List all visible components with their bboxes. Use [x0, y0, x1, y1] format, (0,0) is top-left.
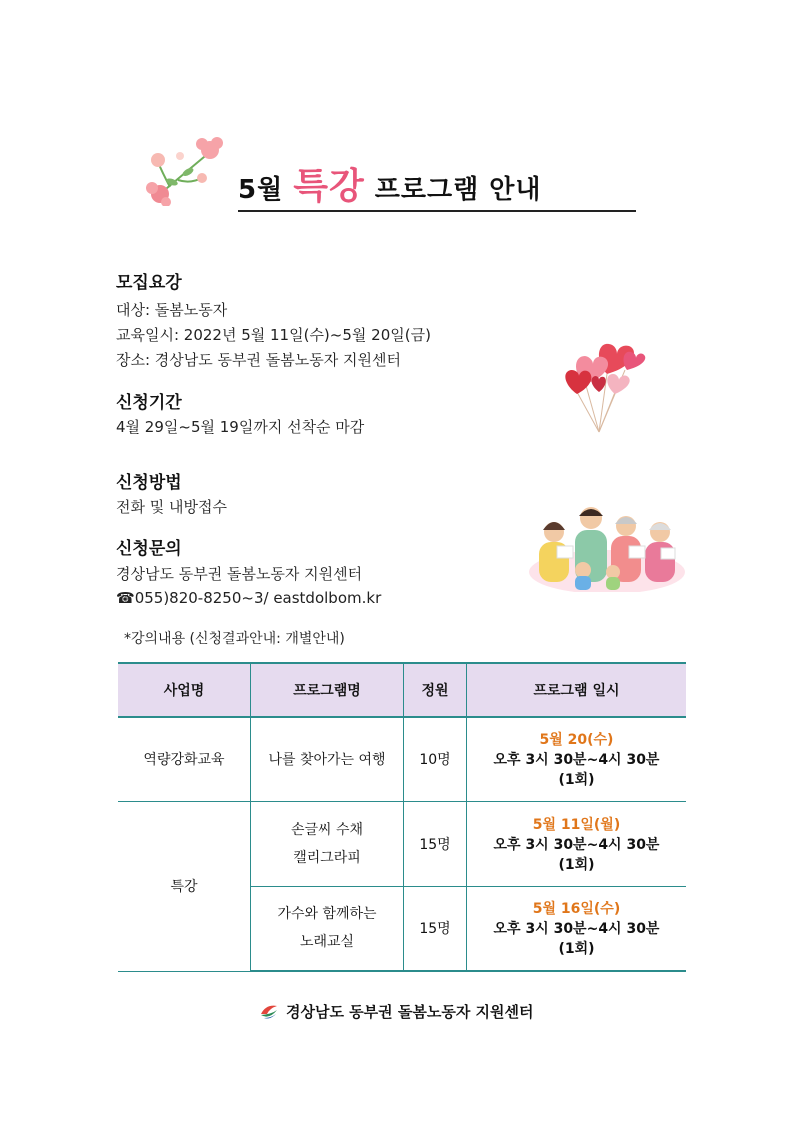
row-time: 오후 3시 30분~4시 30분: [493, 836, 660, 853]
col-header-capacity: 정원: [404, 663, 467, 717]
row-capacity: 15명: [404, 801, 467, 886]
inquiry-phone-line: [116, 589, 381, 607]
inquiry-heading: 신청문의: [116, 539, 182, 559]
recruit-place: 장소: 경상남도 동부권 돌봄노동자 지원센터: [116, 351, 401, 369]
table-row: [118, 801, 686, 886]
row-datetime: [467, 801, 687, 886]
recruit-target: 대상: 돌봄노동자: [116, 301, 228, 319]
center-logo-icon: [258, 1000, 280, 1022]
row-program-line2: 노래교실: [299, 934, 355, 951]
page-title: [238, 158, 636, 214]
row-program: 나를 찾아가는 여행: [251, 717, 404, 801]
title-underline: [238, 210, 636, 212]
period-heading: 신청기간: [116, 393, 182, 413]
carnation-flower-illustration: [140, 132, 230, 206]
row-datetime: [467, 717, 687, 801]
title-prefix: 5월: [238, 175, 284, 205]
inquiry-org: 경상남도 동부권 돌봄노동자 지원센터: [116, 565, 363, 583]
row-category: 특강: [118, 801, 251, 971]
row-capacity: 15명: [404, 886, 467, 971]
footer: [258, 1000, 534, 1022]
program-table: [118, 662, 686, 972]
lecture-note: *강의내용 (신청결과안내: 개별안내): [124, 631, 345, 647]
row-count: (1회): [558, 941, 595, 958]
table-row: [118, 717, 686, 801]
table-header-row: [118, 663, 686, 717]
row-program-line1: 가수와 함께하는: [277, 906, 377, 923]
col-header-datetime: 프로그램 일시: [467, 663, 687, 717]
row-count: (1회): [558, 856, 595, 873]
row-category: 역량강화교육: [118, 717, 251, 801]
row-datetime: [467, 886, 687, 971]
col-header-category: 사업명: [118, 663, 251, 717]
method-heading: 신청방법: [116, 473, 182, 493]
row-date: 5월 20(수): [539, 732, 614, 749]
footer-org: 경상남도 동부권 돌봄노동자 지원센터: [286, 1002, 534, 1021]
col-header-program: 프로그램명: [251, 663, 404, 717]
row-program-line1: 손글씨 수채: [290, 821, 364, 838]
row-time: 오후 3시 30분~4시 30분: [493, 921, 660, 938]
phone-icon: ☎: [116, 589, 135, 607]
title-accent: 특강: [293, 166, 365, 207]
row-program: [251, 801, 404, 886]
heart-balloons-illustration: [555, 332, 647, 436]
recruit-heading: 모집요강: [116, 273, 182, 293]
row-capacity: 10명: [404, 717, 467, 801]
row-program-line2: 캘리그라피: [293, 849, 361, 866]
period-text: 4월 29일~5월 19일까지 선착순 마감: [116, 418, 365, 436]
family-illustration: [527, 502, 685, 592]
inquiry-phone: 055)820-8250~3/ eastdolbom.kr: [134, 589, 382, 607]
method-text: 전화 및 내방접수: [116, 498, 227, 516]
row-date: 5월 16일(수): [532, 901, 621, 918]
recruit-schedule: 교육일시: 2022년 5월 11일(수)~5월 20일(금): [116, 326, 431, 344]
row-date: 5월 11일(월): [532, 816, 621, 833]
row-program: [251, 886, 404, 971]
title-suffix: 프로그램 안내: [374, 175, 542, 205]
row-time: 오후 3시 30분~4시 30분: [493, 752, 660, 769]
row-count: (1회): [558, 772, 595, 789]
